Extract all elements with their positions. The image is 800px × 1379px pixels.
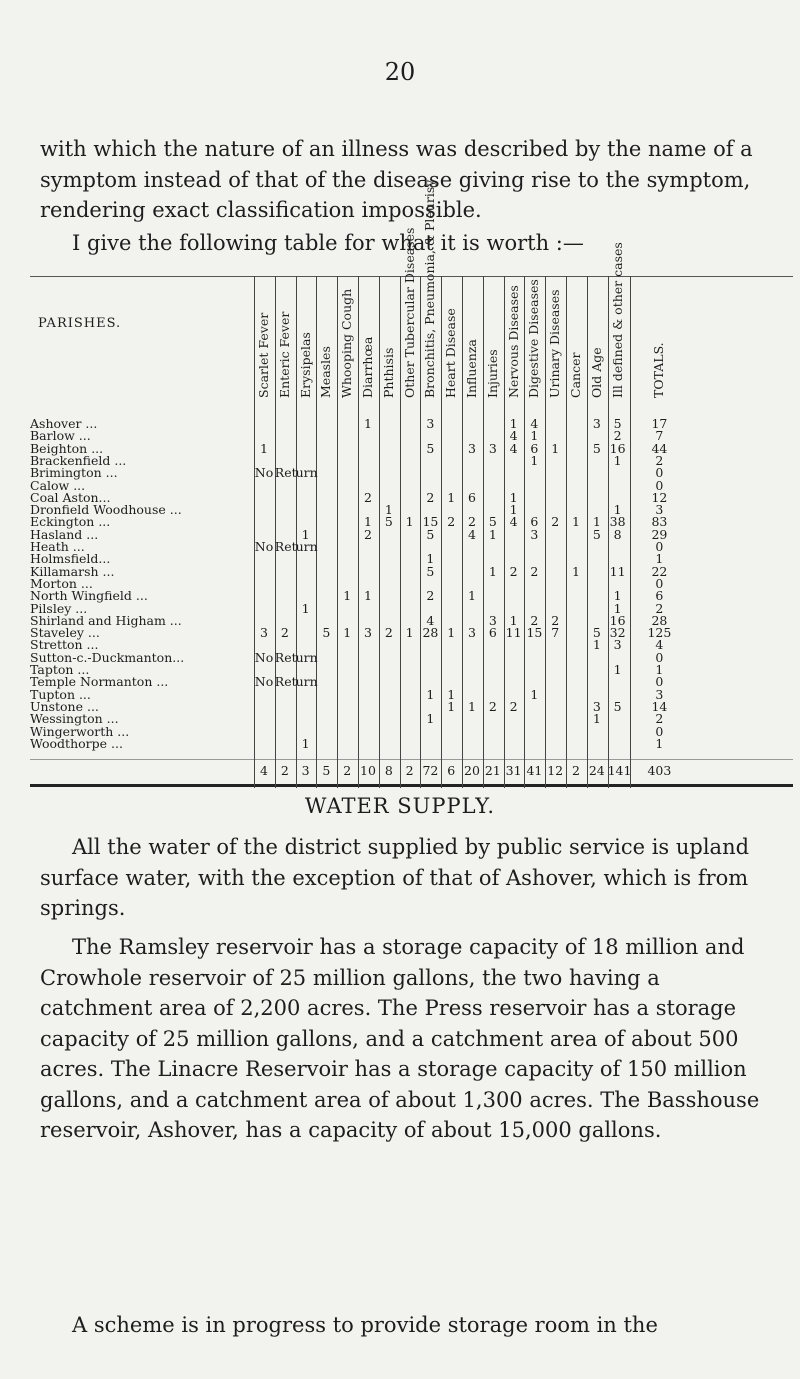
column-total: 12	[547, 763, 564, 778]
parish-name: Staveley ...	[30, 625, 100, 641]
column-total: 5	[322, 763, 331, 778]
parish-name: Shirland and Higham ...	[30, 612, 182, 628]
column-total: 72	[422, 763, 439, 778]
table-cell: 2	[364, 489, 372, 505]
paragraph-water-source: All the water of the district supplied by public service is upland surface water, with the exception of that of Ashover, which is from springs.	[40, 835, 750, 920]
table-cell: 2	[426, 588, 435, 604]
table-bottom-rule	[30, 784, 793, 787]
parish-name: Temple Normanton ...	[30, 674, 169, 690]
intro-paragraph: with which the nature of an illness was described by the name of a symptom instead of that of the disease giving rise to the symptom, rendering exact classification impossible.	[40, 137, 753, 222]
column-header: Injuries	[484, 349, 500, 398]
column-header: Cancer	[568, 352, 583, 398]
column-total: 41	[526, 763, 543, 778]
table-cell: 1	[301, 735, 310, 751]
column-total: 3	[301, 763, 310, 778]
table-cell: 6	[530, 440, 539, 456]
column-total: 2	[572, 763, 580, 778]
table-cell: 1	[509, 612, 518, 628]
table-cell: 1	[343, 588, 352, 604]
parish-name: Dronfield Woodhouse ...	[30, 502, 182, 518]
column-total: 6	[447, 763, 456, 778]
table-cell: 1	[447, 489, 456, 505]
parish-name: Pilsley ...	[30, 600, 88, 616]
grand-total: 403	[647, 763, 672, 778]
table-cell: 3	[364, 625, 372, 641]
parish-name: Barlow ...	[30, 428, 91, 444]
column-total: 141	[607, 763, 632, 778]
table-cell: 5	[592, 526, 601, 542]
table-cell: 2	[509, 563, 518, 579]
row-total: 0	[655, 575, 664, 591]
row-total: 28	[651, 612, 668, 628]
table-cell: No	[254, 465, 274, 481]
parish-name: Tupton ...	[30, 686, 91, 702]
table-cell: 1	[613, 452, 622, 468]
column-header: Measles	[318, 346, 334, 398]
column-divider	[275, 276, 276, 788]
row-total: 0	[655, 465, 664, 481]
table-cell: 5	[488, 514, 497, 530]
table-cell: 1	[468, 698, 476, 714]
table-cell: urn	[295, 465, 318, 481]
lead-paragraph: I give the following table for what it is worth :—	[72, 231, 584, 255]
table-cell: 3	[260, 625, 268, 641]
parish-name: Hasland ...	[30, 526, 99, 542]
table-cell: 4	[426, 612, 435, 628]
table-cell: Ret	[274, 674, 297, 690]
column-header: Whooping Cough	[339, 288, 355, 398]
column-header: TOTALS.	[651, 342, 667, 398]
table-cell: 1	[509, 489, 518, 505]
parish-name: Beighton ...	[30, 440, 104, 456]
parish-name: Wingerworth ...	[30, 723, 130, 739]
column-header: Old Age	[588, 347, 604, 398]
row-total: 1	[655, 551, 664, 567]
table-cell: 1	[613, 588, 622, 604]
table-cell: 5	[426, 563, 435, 579]
column-header: Diarrhœa	[360, 336, 375, 398]
table-cell: 11	[609, 563, 626, 579]
column-total: 21	[484, 763, 501, 778]
table-cell: 4	[509, 514, 518, 530]
table-cell: 1	[426, 711, 435, 727]
table-cell: 1	[488, 526, 497, 542]
row-total: 2	[655, 600, 664, 616]
table-cell: 2	[488, 698, 497, 714]
table-cell: 3	[488, 612, 497, 628]
column-header: Heart Disease	[443, 308, 459, 398]
parish-name: Killamarsh ...	[30, 563, 115, 579]
column-total: 2	[405, 763, 414, 778]
row-total: 7	[655, 428, 664, 444]
table-cell: 32	[609, 625, 626, 641]
table-cell: 1	[447, 625, 456, 641]
row-total: 0	[655, 674, 664, 690]
table-cell: 1	[260, 440, 268, 456]
table-cell: 1	[572, 514, 580, 530]
parishes-header: PARISHES.	[38, 316, 122, 331]
table-cell: 2	[384, 625, 393, 641]
table-cell: 1	[509, 502, 518, 518]
parish-name: Woodthorpe ...	[30, 735, 123, 751]
paragraph-reservoirs: The Ramsley reservoir has a storage capacity of 18 million and Crowhole reservoir of 25 million gallons, the two having a catchment area of 2,200 acres. The Press reservoir has a storage capacity of 25 million gallons, and a catchment area of about 500 acres. The Linacre Reservoir has a storage capacity of 150 million gallons, and a catchment area of about 1,300 acres. The Basshouse reservoir, Ashover, has a capacity of about 15,000 gallons.	[40, 935, 760, 1142]
column-header: Bronchitis, Pneumonia, & Pleurisy	[422, 179, 438, 398]
table-cell: 15	[526, 625, 543, 641]
table-cell: 2	[468, 514, 476, 530]
table-cell: 1	[384, 502, 393, 518]
table-cell: 5	[322, 625, 331, 641]
table-cell: 2	[426, 489, 435, 505]
row-total: 0	[655, 477, 664, 493]
column-divider	[400, 276, 401, 788]
column-total: 2	[280, 763, 289, 778]
totals-rule	[30, 759, 793, 760]
column-header: Nervous Diseases	[505, 285, 521, 398]
table-cell: 3	[426, 416, 435, 431]
table-cell: 5	[613, 698, 622, 714]
column-total: 10	[360, 763, 376, 778]
table-cell: 2	[280, 625, 289, 641]
table-cell: 1	[468, 588, 476, 604]
table-cell: 1	[364, 416, 372, 431]
table-cell: 1	[447, 698, 456, 714]
table-cell: Ret	[274, 465, 297, 481]
table-cell: 1	[530, 428, 539, 444]
table-cell: 4	[509, 428, 518, 444]
column-total: 31	[505, 763, 522, 778]
table-cell: 1	[426, 551, 435, 567]
row-total: 1	[655, 735, 664, 751]
row-total: 44	[651, 440, 668, 456]
parish-name: Coal Aston...	[30, 489, 111, 505]
column-divider	[566, 276, 567, 788]
parish-name: Calow ...	[30, 477, 86, 493]
row-total: 0	[655, 723, 664, 739]
table-cell: 4	[530, 416, 539, 431]
page-number: 20	[384, 58, 416, 86]
parish-name: Wessington ...	[30, 711, 119, 727]
row-total: 1	[655, 662, 664, 677]
column-divider	[379, 276, 380, 788]
table-cell: 1	[447, 686, 456, 702]
table-cell: 3	[488, 440, 497, 456]
parish-name: Brackenfield ...	[30, 452, 127, 468]
column-total: 24	[588, 763, 605, 778]
table-cell: 3	[592, 416, 601, 431]
table-cell: 1	[364, 514, 372, 530]
row-total: 83	[651, 514, 668, 530]
column-header: Urinary Diseases	[547, 289, 563, 398]
parish-name: Eckington ...	[30, 514, 111, 530]
table-cell: 3	[468, 625, 476, 641]
column-header: Phthisis	[380, 347, 396, 398]
parish-name: Heath ...	[30, 539, 85, 554]
row-total: 3	[655, 686, 664, 702]
table-cell: 1	[343, 625, 352, 641]
section-title-water-supply: WATER SUPPLY.	[304, 794, 496, 818]
column-total: 4	[260, 763, 268, 778]
table-cell: 1	[592, 514, 601, 530]
table-cell: 2	[551, 612, 560, 628]
table-cell: No	[254, 539, 274, 554]
row-total: 17	[651, 416, 668, 431]
table-cell: 1	[551, 440, 560, 456]
row-total: 3	[655, 502, 664, 518]
table-cell: 1	[592, 711, 601, 727]
table-cell: 1	[488, 563, 497, 579]
table-cell: 5	[592, 440, 601, 456]
table-cell: 5	[613, 416, 622, 431]
table-cell: 1	[530, 686, 539, 702]
parish-name: Tapton ...	[30, 662, 90, 677]
table-cell: 1	[301, 526, 310, 542]
table-cell: 16	[609, 612, 626, 628]
table-cell: 1	[509, 416, 518, 431]
row-total: 14	[651, 698, 668, 714]
table-cell: 16	[609, 440, 626, 456]
row-total: 0	[655, 649, 664, 665]
table-cell: 3	[592, 698, 601, 714]
table-cell: 2	[447, 514, 456, 530]
row-total: 29	[651, 526, 668, 542]
table-cell: 5	[592, 625, 601, 641]
row-total: 12	[651, 489, 668, 505]
column-header: Enteric Fever	[276, 311, 292, 398]
parish-name: Holmsfield...	[30, 551, 111, 567]
table-cell: 1	[426, 686, 435, 702]
column-header: Ill defined & other cases	[609, 242, 625, 398]
column-divider	[254, 276, 255, 788]
table-cell: 5	[426, 440, 435, 456]
row-total: 6	[655, 588, 664, 604]
table-cell: 5	[384, 514, 393, 530]
table-cell: urn	[295, 674, 318, 690]
table-cell: 1	[301, 600, 310, 616]
parish-name: Sutton-c.-Duckmanton...	[30, 649, 185, 665]
table-cell: 38	[609, 514, 626, 530]
column-header: Scarlet Fever	[256, 312, 271, 398]
table-cell: 15	[422, 514, 439, 530]
table-cell: 28	[422, 625, 439, 641]
table-cell: Ret	[274, 539, 297, 554]
table-cell: 1	[613, 502, 622, 518]
row-total: 4	[655, 637, 664, 653]
table-cell: 3	[613, 637, 622, 653]
table-cell: 11	[505, 625, 522, 641]
table-cell: 1	[364, 588, 372, 604]
table-cell: 3	[468, 440, 476, 456]
table-cell: 2	[530, 563, 539, 579]
parish-name: North Wingfield ...	[30, 588, 148, 604]
table-cell: 1	[613, 600, 622, 616]
table-cell: 6	[530, 514, 539, 530]
table-cell: urn	[295, 539, 318, 554]
table-cell: 1	[405, 625, 414, 641]
column-total: 8	[384, 763, 393, 778]
column-header: Digestive Diseases	[526, 279, 542, 398]
table-cell: 1	[572, 563, 580, 579]
table-cell: 1	[405, 514, 414, 530]
table-cell: 8	[613, 526, 622, 542]
parish-name: Stretton ...	[30, 637, 99, 653]
row-total: 2	[655, 452, 664, 468]
parish-name: Ashover ...	[30, 416, 98, 431]
table-cell: 4	[509, 440, 518, 456]
row-total: 125	[647, 625, 672, 641]
table-cell: 4	[468, 526, 476, 542]
table-cell: 1	[592, 637, 601, 653]
table-cell: 6	[468, 489, 476, 505]
table-cell: 2	[551, 514, 560, 530]
paragraph-storage-scheme: A scheme is in progress to provide storage room in the	[72, 1313, 658, 1337]
table-cell: 6	[488, 625, 497, 641]
parish-name: Morton ...	[30, 575, 93, 591]
table-cell: 1	[530, 452, 539, 468]
table-cell: 7	[551, 625, 560, 641]
parish-name: Unstone ...	[30, 698, 99, 714]
parish-name: Brimington ...	[30, 465, 118, 481]
row-total: 0	[655, 539, 664, 554]
table-cell: Ret	[274, 649, 297, 665]
table-cell: 2	[613, 428, 622, 444]
column-header: Erysipelas	[297, 332, 313, 398]
table-cell: No	[254, 649, 274, 665]
column-total: 20	[464, 763, 480, 778]
table-cell: 2	[509, 698, 518, 714]
table-cell: urn	[295, 649, 318, 665]
column-divider	[630, 276, 631, 788]
row-total: 2	[655, 711, 664, 727]
column-total: 2	[343, 763, 352, 778]
table-cell: No	[254, 674, 274, 690]
table-cell: 3	[530, 526, 539, 542]
row-total: 22	[651, 563, 668, 579]
table-cell: 2	[530, 612, 539, 628]
column-header: Influenza	[464, 339, 479, 398]
table-cell: 5	[426, 526, 435, 542]
table-cell: 1	[613, 662, 622, 677]
table-cell: 2	[364, 526, 372, 542]
column-header: Other Tubercular Diseases	[401, 227, 417, 398]
